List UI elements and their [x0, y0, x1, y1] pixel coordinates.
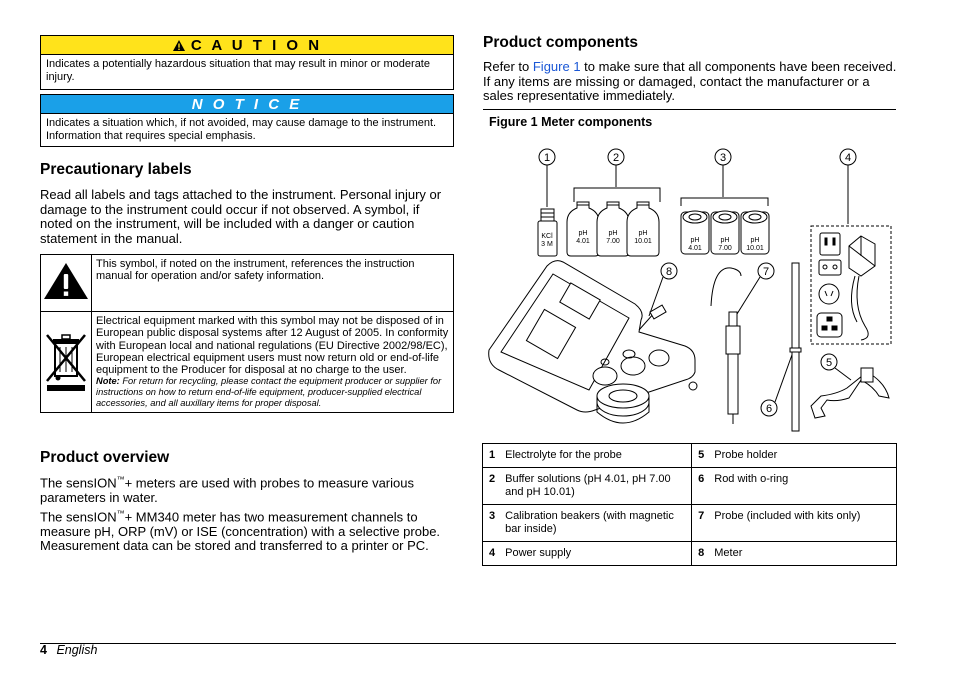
item-number: 6 — [692, 468, 709, 505]
svg-text:6: 6 — [765, 403, 773, 415]
item-number: 4 — [483, 542, 500, 566]
svg-text:5: 5 — [825, 357, 833, 369]
caution-title: C A U T I O N — [190, 36, 323, 54]
page-footer — [40, 643, 97, 657]
precautionary-heading: Precautionary labels — [40, 161, 192, 178]
svg-text:4.01: 4.01 — [576, 238, 590, 245]
symbol-text: This symbol, if noted on the instrument, references the instruction manual for operation and/or safety information. — [92, 255, 454, 312]
svg-text:3: 3 — [719, 152, 727, 164]
table-row — [483, 444, 897, 468]
svg-text:4.01: 4.01 — [688, 245, 702, 252]
components-table — [482, 443, 897, 566]
crossed-bin-icon — [43, 329, 89, 393]
page-number: 4 — [40, 643, 47, 657]
svg-text:10.01: 10.01 — [746, 245, 764, 252]
callout-2 — [574, 149, 660, 202]
trademark: ™ — [116, 509, 125, 518]
item-label: Rod with o-ring — [708, 468, 896, 505]
svg-text:2: 2 — [612, 152, 620, 164]
caution-body: Indicates a potentially hazardous situation that may result in minor or moderate injury. — [40, 55, 454, 90]
svg-text:KCl: KCl — [541, 233, 553, 240]
meter-components-figure — [483, 140, 897, 438]
calibration-beakers — [681, 211, 769, 254]
overview-p1 — [40, 473, 455, 505]
warning-triangle-icon — [172, 39, 186, 52]
item-number: 7 — [692, 505, 709, 542]
overview-heading: Product overview — [40, 449, 170, 466]
item-label: Power supply — [499, 542, 692, 566]
item-label: Meter — [708, 542, 896, 566]
figure-caption: Figure 1 Meter components — [489, 115, 653, 129]
intro-text: Refer to — [483, 59, 533, 74]
svg-text:4: 4 — [844, 152, 852, 164]
item-label: Calibration beakers (with magnetic bar inside) — [499, 505, 692, 542]
item-number: 3 — [483, 505, 500, 542]
item-number: 2 — [483, 468, 500, 505]
symbol-row — [41, 312, 454, 413]
precautionary-text: Read all labels and tags attached to the instrument. Personal injury or damage to the instrument could occur if not observed. A symbol, if noted on the instrument, will be included with a danger or caution statement in the manual. — [40, 187, 442, 246]
svg-text:1: 1 — [543, 152, 551, 164]
footer-rule — [40, 643, 896, 644]
svg-text:8: 8 — [665, 266, 673, 278]
item-label: Buffer solutions (pH 4.01, pH 7.00 and pH 10.01) — [499, 468, 692, 505]
notice-title: N O T I C E — [191, 95, 303, 113]
components-heading: Product components — [483, 34, 639, 51]
table-row — [483, 468, 897, 505]
overview-p2 — [40, 507, 455, 554]
callout-4 — [840, 149, 856, 224]
symbol-table — [40, 254, 454, 413]
warning-triangle-icon — [42, 261, 90, 301]
callout-7 — [737, 263, 774, 314]
item-label: Electrolyte for the probe — [499, 444, 692, 468]
svg-text:7.00: 7.00 — [606, 238, 620, 245]
callout-5 — [821, 354, 851, 380]
table-row — [483, 505, 897, 542]
callout-3 — [681, 149, 768, 206]
note-label: Note: — [96, 376, 120, 387]
svg-text:10.01: 10.01 — [634, 238, 652, 245]
rod-with-o-ring — [790, 263, 801, 431]
kcl-bottle — [538, 209, 557, 256]
svg-text:3 M: 3 M — [541, 241, 553, 248]
power-supply — [811, 226, 891, 344]
symbol-row — [41, 255, 454, 312]
overview-p2-rest: + MM340 meter has two measurement channels to measure pH, ORP (mV) or ISE (concentration) with a selective probe. Measurement data can be stored and transferred to a printer or PC. — [40, 509, 441, 554]
probe-holder — [811, 368, 889, 418]
callout-1 — [539, 149, 555, 207]
item-label: Probe (included with kits only) — [708, 505, 896, 542]
item-number: 1 — [483, 444, 500, 468]
symbol-text: Electrical equipment marked with this symbol may not be disposed of in European public disposal systems after 12 August of 2005. In conformity with European local and national regulations (EU Directive 2002/98/EC), European electrical equipment users must now return old or end-of-life equipment to the Producer for disposal at no charge to the user. — [96, 315, 449, 377]
intro-text-rest: to make sure that all components have been received. If any items are missing or damaged, contact the manufacturer or a sales representative immediately. — [483, 59, 897, 103]
footer-language: English — [56, 643, 98, 657]
callout-6 — [761, 352, 793, 416]
brand-text: The sensION — [40, 509, 117, 525]
item-number: 8 — [692, 542, 709, 566]
figure-link[interactable]: Figure 1 — [532, 59, 581, 74]
meter — [489, 261, 697, 423]
svg-text:pH: pH — [720, 237, 730, 244]
note-text: For return for recycling, please contact the equipment producer or supplier for instructions on how to return end-of-life equipment, producer-supplied electrical accessories, and all auxillary items for proper disposal. — [96, 376, 442, 409]
item-number: 5 — [692, 444, 709, 468]
svg-text:pH: pH — [608, 230, 618, 237]
svg-text:pH: pH — [750, 237, 760, 244]
probe — [711, 268, 741, 424]
table-row — [483, 542, 897, 566]
figure-rule — [483, 109, 896, 110]
buffer-bottles — [567, 202, 659, 256]
trademark: ™ — [116, 475, 125, 484]
svg-text:7.00: 7.00 — [718, 245, 732, 252]
brand-text: The sensION — [40, 475, 117, 491]
svg-text:7: 7 — [762, 266, 770, 278]
svg-text:pH: pH — [638, 230, 648, 237]
svg-text:pH: pH — [578, 230, 588, 237]
item-label: Probe holder — [708, 444, 896, 468]
notice-header — [40, 94, 454, 114]
notice-body: Indicates a situation which, if not avoided, may cause damage to the instrument. Information that requires special emphasis. — [40, 114, 454, 147]
caution-header — [40, 35, 454, 55]
recycling-note — [96, 376, 449, 409]
overview-p1-rest: + meters are used with probes to measure various parameters in water. — [40, 475, 414, 505]
svg-text:pH: pH — [690, 237, 700, 244]
components-intro — [483, 60, 898, 104]
